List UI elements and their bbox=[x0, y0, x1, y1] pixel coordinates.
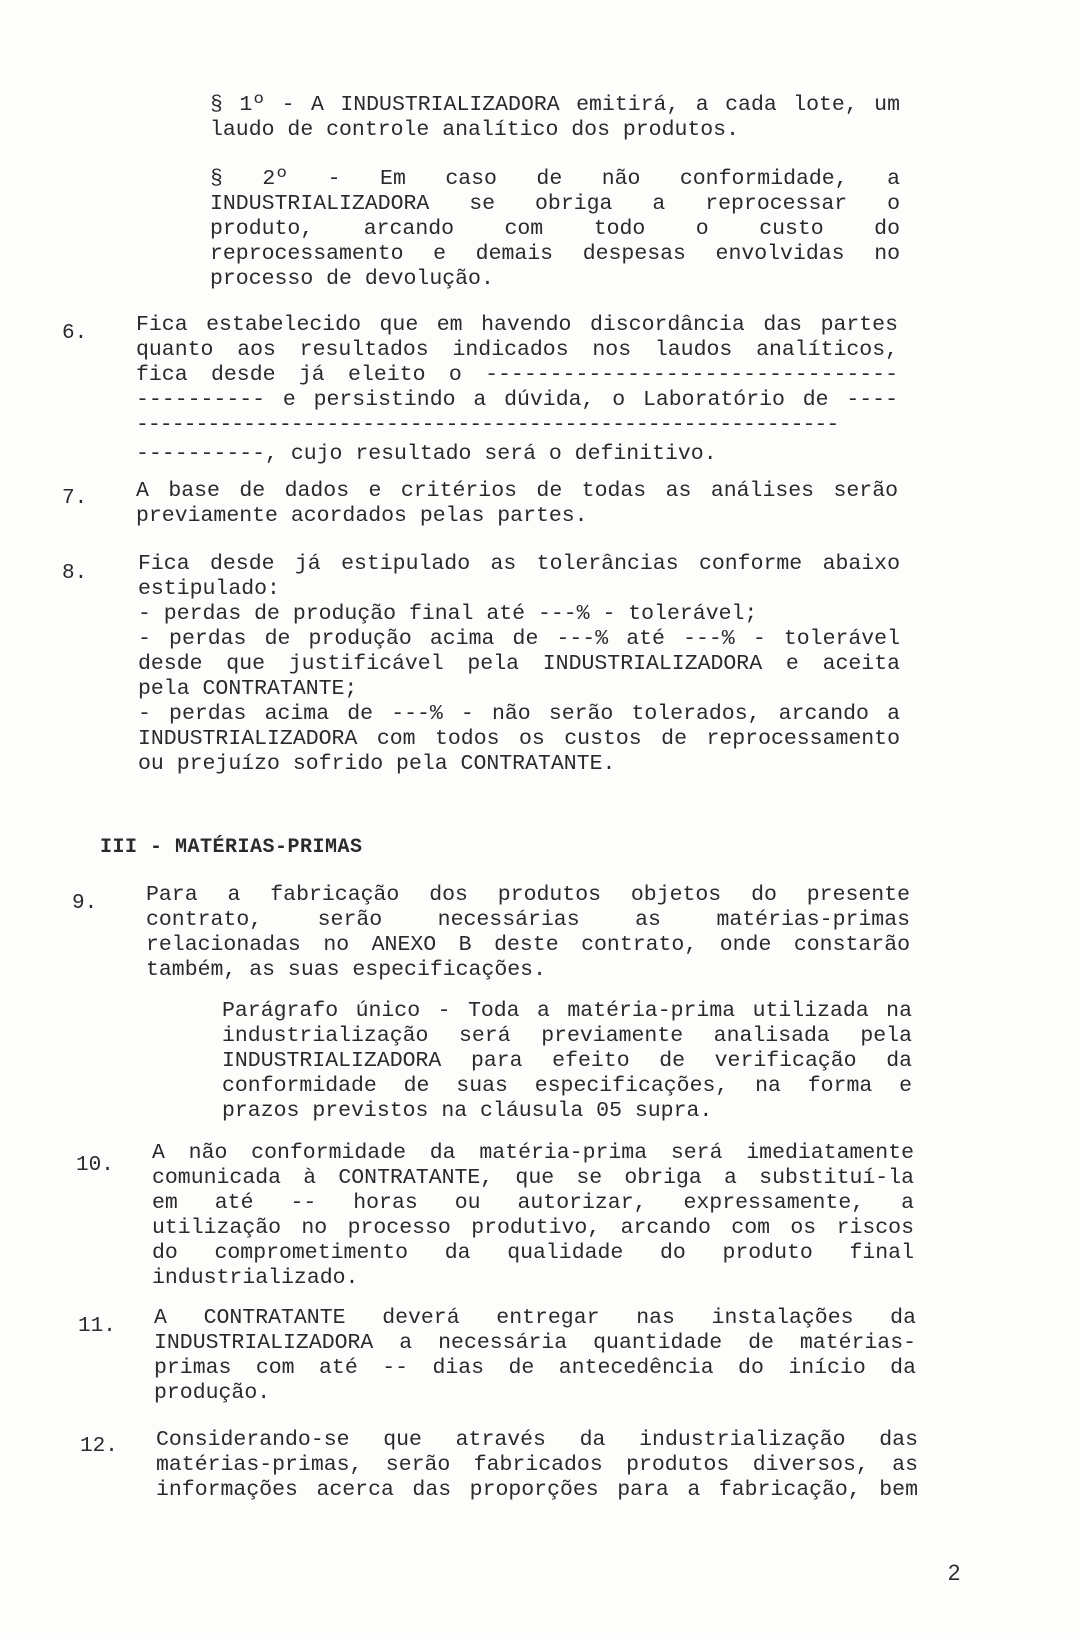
text-line: quanto aos resultados indicados nos laudos analíticos, bbox=[136, 338, 898, 362]
text-line: produção. bbox=[154, 1381, 271, 1405]
text-line: ou prejuízo sofrido pela CONTRATANTE. bbox=[138, 752, 616, 776]
text-line: relacionadas no ANEXO B deste contrato, onde constarão bbox=[146, 933, 910, 957]
paragraph-1 bbox=[210, 93, 900, 143]
text-line: produto, arcando com todo o custo do bbox=[210, 217, 900, 241]
section-heading: III - MATÉRIAS-PRIMAS bbox=[100, 836, 363, 859]
text-line: contrato, serão necessárias as matérias-primas bbox=[146, 908, 910, 932]
text-line: laudo de controle analítico dos produtos. bbox=[210, 118, 739, 142]
text-line: INDUSTRIALIZADORA com todos os custos de reprocessamento bbox=[138, 727, 900, 751]
text-line: Fica estabelecido que em havendo discordância das partes bbox=[136, 313, 898, 337]
text-line: A CONTRATANTE deverá entregar nas instalações da bbox=[154, 1306, 916, 1330]
text-line: conformidade de suas especificações, na forma e bbox=[222, 1074, 912, 1098]
clause-number: 10. bbox=[76, 1154, 114, 1177]
clause-10 bbox=[152, 1141, 914, 1291]
text-line: A base de dados e critérios de todas as análises serão bbox=[136, 479, 898, 503]
clause-7 bbox=[136, 479, 898, 529]
sole-paragraph bbox=[222, 999, 912, 1124]
clause-11 bbox=[154, 1306, 916, 1406]
clause-number: 6. bbox=[62, 322, 88, 345]
text-line: primas com até -- dias de antecedência do início da bbox=[154, 1356, 916, 1380]
text-line: comunicada à CONTRATANTE, que se obriga a substituí-la bbox=[152, 1166, 914, 1190]
text-line: INDUSTRIALIZADORA se obriga a reprocessar o bbox=[210, 192, 900, 216]
text-line: industrializado. bbox=[152, 1266, 359, 1290]
text-line: INDUSTRIALIZADORA para efeito de verificação da bbox=[222, 1049, 912, 1073]
text-line: Parágrafo único - Toda a matéria-prima utilizada na bbox=[222, 999, 912, 1023]
text-line: ---------- e persistindo a dúvida, o Laboratório de ---- bbox=[136, 388, 898, 412]
clause-number: 7. bbox=[62, 487, 88, 510]
text-line: ----------------------------------------------------------- bbox=[136, 413, 839, 437]
text-line: industrialização será previamente analisada pela bbox=[222, 1024, 912, 1048]
clause-6 bbox=[136, 313, 898, 467]
text-line: Para a fabricação dos produtos objetos do presente bbox=[146, 883, 910, 907]
text-line: do comprometimento da qualidade do produto final bbox=[152, 1241, 914, 1265]
page-number: 2 bbox=[948, 1560, 961, 1585]
paragraph-2 bbox=[210, 167, 900, 292]
text-line: pela CONTRATANTE; bbox=[138, 677, 358, 701]
text-line: informações acerca das proporções para a fabricação, bem bbox=[156, 1478, 918, 1502]
clause-number: 8. bbox=[62, 562, 88, 585]
text-line: ----------, cujo resultado será o definitivo. bbox=[136, 442, 717, 466]
clause-number: 9. bbox=[72, 892, 98, 915]
text-line: INDUSTRIALIZADORA a necessária quantidade de matérias- bbox=[154, 1331, 916, 1355]
text-line: - perdas de produção acima de ---% até ---% - tolerável bbox=[138, 627, 900, 651]
text-line: estipulado: bbox=[138, 577, 280, 601]
clause-number: 11. bbox=[78, 1315, 116, 1338]
text-line: § 2º - Em caso de não conformidade, a bbox=[210, 167, 900, 191]
text-line: previamente acordados pelas partes. bbox=[136, 504, 588, 528]
text-line: utilização no processo produtivo, arcando com os riscos bbox=[152, 1216, 914, 1240]
text-line: matérias-primas, serão fabricados produtos diversos, as bbox=[156, 1453, 918, 1477]
clause-9 bbox=[146, 883, 910, 983]
text-line: Fica desde já estipulado as tolerâncias conforme abaixo bbox=[138, 552, 900, 576]
text-line: A não conformidade da matéria-prima será imediatamente bbox=[152, 1141, 914, 1165]
text-line: prazos previstos na cláusula 05 supra. bbox=[222, 1099, 713, 1123]
text-line: processo de devolução. bbox=[210, 267, 494, 291]
text-line: também, as suas especificações. bbox=[146, 958, 546, 982]
clause-number: 12. bbox=[80, 1435, 118, 1458]
text-line: - perdas de produção final até ---% - tolerável; bbox=[138, 602, 758, 626]
text-line: reprocessamento e demais despesas envolvidas no bbox=[210, 242, 900, 266]
text-line: em até -- horas ou autorizar, expressamente, a bbox=[152, 1191, 914, 1215]
text-line: Considerando-se que através da industrialização das bbox=[156, 1428, 918, 1452]
text-line: - perdas acima de ---% - não serão tolerados, arcando a bbox=[138, 702, 900, 726]
text-line: desde que justificável pela INDUSTRIALIZADORA e aceita bbox=[138, 652, 900, 676]
clause-8 bbox=[138, 552, 900, 777]
text-line: fica desde já eleito o -------------------------------- bbox=[136, 363, 898, 387]
clause-12 bbox=[156, 1428, 918, 1503]
text-line: § 1º - A INDUSTRIALIZADORA emitirá, a cada lote, um bbox=[210, 93, 900, 117]
